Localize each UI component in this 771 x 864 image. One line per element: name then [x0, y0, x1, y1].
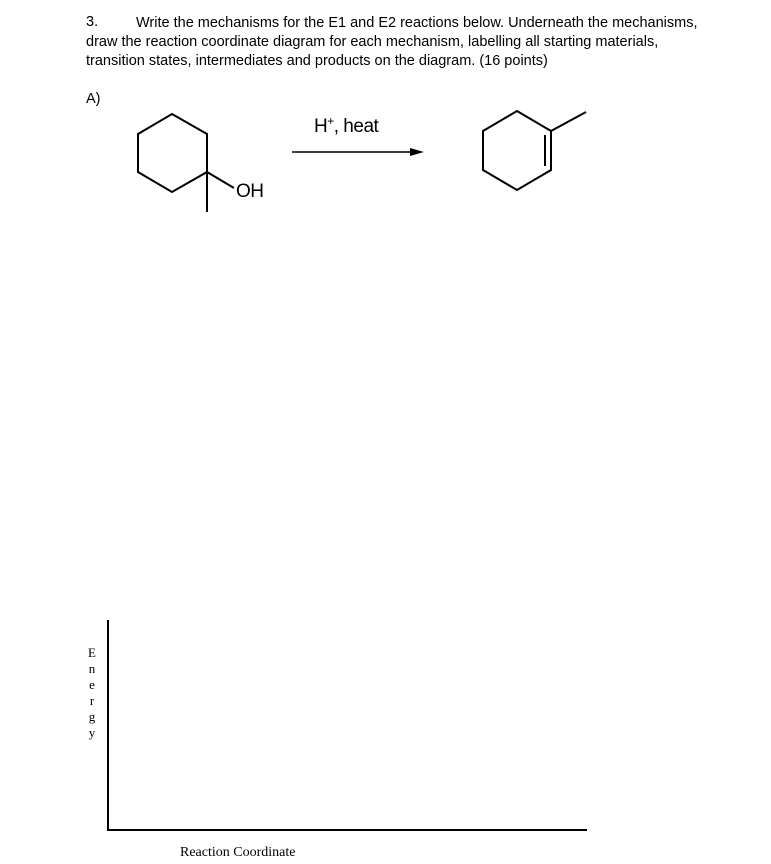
- reagent-label: H+, heat: [314, 114, 379, 137]
- question-text: Write the mechanisms for the E1 and E2 reactions below. Underneath the mechanisms, draw the reaction coordinate diagram for each mechanism, labelling all starting materials, transition states, intermediates and products on the diagram. (16 points): [86, 15, 698, 69]
- energy-letter: n: [88, 661, 96, 676]
- hydroxyl-label: OH: [236, 181, 264, 202]
- reaction-coordinate-label: Reaction Coordinate: [180, 845, 296, 860]
- reactant-structure-icon: [138, 114, 234, 212]
- energy-axis-label: [85, 645, 99, 741]
- energy-letter: g: [88, 709, 96, 724]
- energy-letter: y: [88, 725, 96, 740]
- question-number: 3.: [86, 14, 99, 30]
- energy-letter: r: [89, 693, 95, 708]
- reaction-coordinate-axis: [107, 829, 587, 831]
- energy-letter: E: [88, 645, 96, 660]
- product-structure-icon: [483, 111, 586, 190]
- energy-axis: [107, 620, 109, 831]
- part-label: A): [86, 91, 101, 107]
- reaction-arrow-icon: [292, 148, 424, 156]
- energy-letter: e: [89, 677, 95, 692]
